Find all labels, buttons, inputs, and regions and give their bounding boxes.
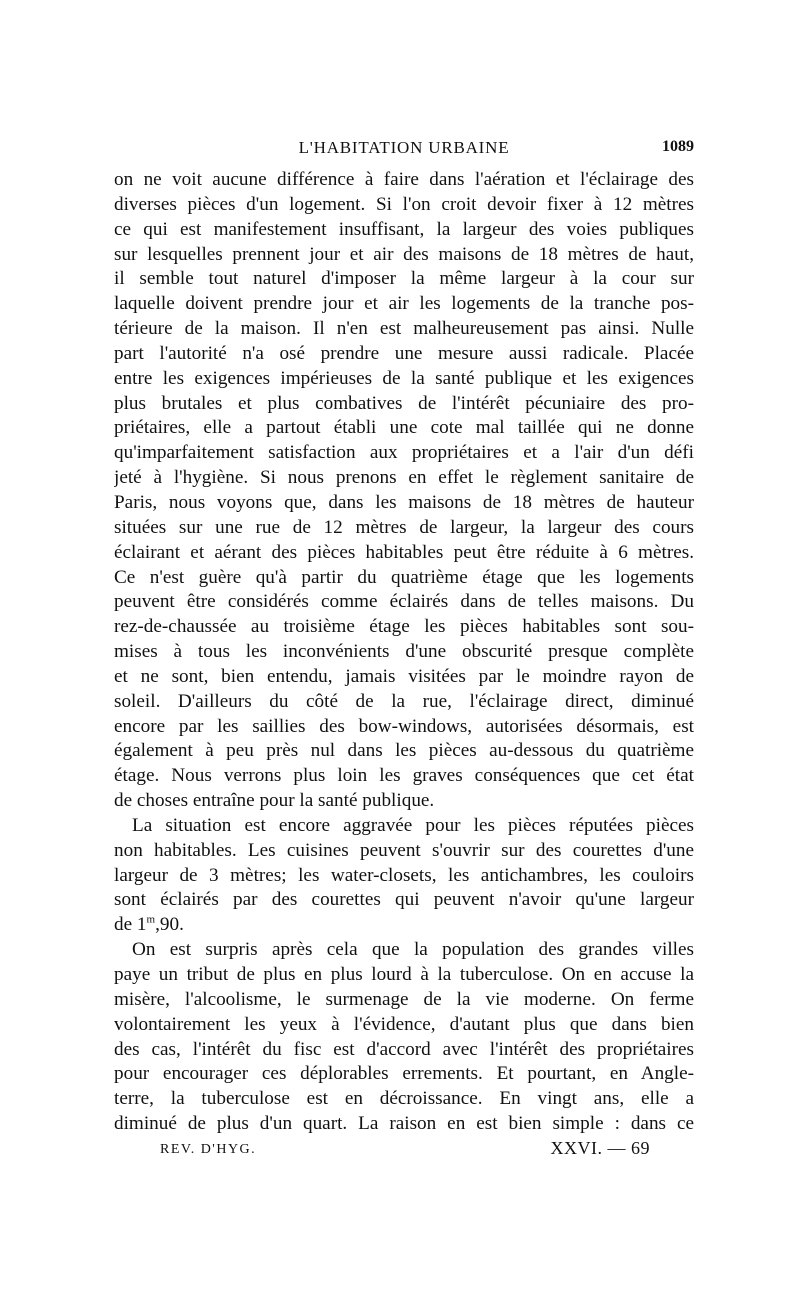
- paragraph-2: [114, 814, 694, 938]
- running-head: [114, 138, 694, 166]
- text-line: plus brutales et plus combatives de l'intérêt pécuniaire des pro-: [114, 392, 694, 414]
- paragraph-1: [114, 168, 694, 814]
- paragraph-3: [114, 938, 694, 1137]
- text-line: soleil. D'ailleurs du côté de la rue, l'éclairage direct, diminué: [114, 690, 694, 712]
- text-line: [114, 913, 694, 938]
- text-line: et ne sont, bien entendu, jamais visitées par le moindre rayon de: [114, 665, 694, 687]
- text-line: on ne voit aucune différence à faire dans l'aération et l'éclairage des: [114, 169, 694, 190]
- text-line: paye un tribut de plus en plus lourd à la tuberculose. On en accuse la: [114, 964, 694, 985]
- text-line: volontairement les yeux à l'évidence, d'autant plus que dans bien: [114, 1013, 694, 1035]
- text-line: sur lesquelles prennent jour et air des maisons de 18 mètres de haut,: [114, 243, 694, 265]
- text-line: ce qui est manifestement insuffisant, la largeur des voies publiques: [114, 218, 694, 240]
- text-line: éclairant et aérant des pièces habitables peut être réduite à 6 mètres.: [114, 541, 694, 563]
- text-line: étage. Nous verrons plus loin les graves conséquences que cet état: [114, 765, 694, 787]
- text-line: Paris, nous voyons que, dans les maisons de 18 mètres de hauteur: [114, 491, 694, 513]
- text-line: situées sur une rue de 12 mètres de largeur, la largeur des cours: [114, 516, 694, 538]
- text-line: part l'autorité n'a osé prendre une mesure aussi radicale. Placée: [114, 342, 694, 364]
- text-line: On est surpris après cela que la population des grandes villes: [132, 939, 694, 961]
- text-line: non habitables. Les cuisines peuvent s'ouvrir sur des courettes d'une: [114, 839, 694, 861]
- text-line: térieure de la maison. Il n'en est malheureusement pas ainsi. Nulle: [114, 318, 694, 340]
- journal-signature: REV. D'HYG.: [160, 1142, 257, 1157]
- measure-suffix: ,90.: [155, 914, 184, 936]
- volume-sheet-number: XXVI. — 69: [550, 1138, 650, 1158]
- text-line: encore par les saillies des bow-windows, autorisées désormais, est: [114, 715, 694, 737]
- text-line: diminué de plus d'un quart. La raison en est bien simple : dans ce: [114, 1113, 694, 1135]
- text-line: il semble tout naturel d'imposer la même largeur à la cour sur: [114, 268, 694, 290]
- text-line: largeur de 3 mètres; les water-closets, les antichambres, les couloirs: [114, 864, 694, 886]
- running-head-title: L'HABITATION URBAINE: [298, 138, 510, 157]
- text-line: rez-de-chaussée au troisième étage les pièces habitables sont sou-: [114, 616, 694, 638]
- text-line: La situation est encore aggravée pour les pièces réputées pièces: [132, 814, 694, 836]
- text-line: pour encourager ces déplorables errements. Et pourtant, en Angle-: [114, 1063, 694, 1085]
- text-line: mises à tous les inconvénients d'une obscurité presque complète: [114, 641, 694, 663]
- text-line: Ce n'est guère qu'à partir du quatrième étage que les logements: [114, 566, 694, 588]
- text-line: qu'imparfaitement satisfaction aux propriétaires et a l'air d'un défi: [114, 442, 694, 464]
- text-line: jeté à l'hygiène. Si nous prenons en effet le règlement sanitaire de: [114, 467, 694, 489]
- page-number: 1089: [662, 138, 694, 155]
- text-line: sont éclairés par des courettes qui peuvent n'avoir qu'une largeur: [114, 889, 694, 911]
- footer: [160, 1138, 650, 1166]
- measure-unit-superscript: m: [146, 913, 156, 926]
- text-line: peuvent être considérés comme éclairés dans de telles maisons. Du: [114, 591, 694, 613]
- text-line: priétaires, elle a partout établi une cote mal taillée qui ne donne: [114, 417, 694, 439]
- text-line: des cas, l'intérêt du fisc est d'accord avec l'intérêt des propriétaires: [114, 1038, 694, 1060]
- text-line: misère, l'alcoolisme, le surmenage de la vie moderne. On ferme: [114, 988, 694, 1010]
- text-line: diverses pièces d'un logement. Si l'on croit devoir fixer à 12 mètres: [114, 193, 694, 215]
- text-line: entre les exigences impérieuses de la santé publique et les exigences: [114, 367, 694, 389]
- text-line: également à peu près nul dans les pièces au-dessous du quatrième: [114, 740, 694, 762]
- text-line: de choses entraîne pour la santé publique.: [114, 790, 435, 812]
- measure-prefix: de 1: [114, 914, 147, 936]
- body-text: [114, 168, 694, 1137]
- text-line: terre, la tuberculose est en décroissance. En vingt ans, elle a: [114, 1088, 694, 1110]
- text-line: laquelle doivent prendre jour et air les logements de la tranche pos-: [114, 293, 694, 315]
